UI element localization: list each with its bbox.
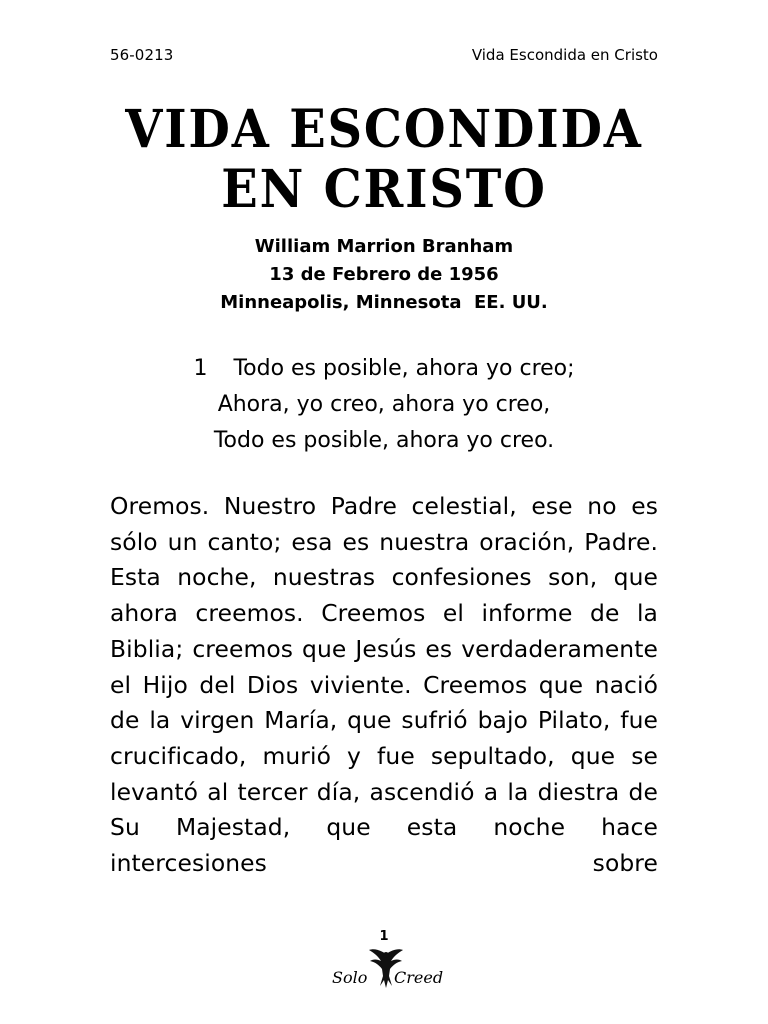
verse-number: 1 [193, 356, 208, 381]
verse-line [110, 351, 658, 387]
verse-line-text: Todo es posible, ahora yo creo; [233, 356, 575, 381]
page-title: VIDA ESCONDIDA EN CRISTO [125, 99, 643, 220]
page-number: 1 [379, 929, 389, 944]
logo-text-left: Solo [332, 968, 368, 987]
verse-line: Todo es posible, ahora yo creo. [213, 428, 555, 453]
running-title: Vida Escondida en Cristo [471, 46, 658, 64]
author-name: William Marrion Branham [254, 236, 514, 257]
logo-text-right: Creed [394, 968, 444, 987]
sermon-date: 13 de Febrero de 1956 [269, 264, 499, 285]
sermon-code: 56-0213 [110, 46, 174, 64]
hymn-verse [110, 351, 658, 459]
sermon-meta [110, 233, 658, 317]
sermon-location: Minneapolis, Minnesota EE. UU. [220, 292, 548, 313]
verse-line: Ahora, yo creo, ahora yo creo, [217, 392, 551, 417]
body-paragraph: Oremos. Nuestro Padre celestial, ese no es sólo un canto; esa es nuestra oración, Padre. Esta noche, nuestras confesiones son, que ahora creemos. Creemos el informe de la Biblia; creemos que Jesús es verdaderamente el Hijo del Dios viviente. Creemos que nació de la virgen María, que sufrió bajo Pilato, fue crucificado, murió y fue sepultado, que se levantó al tercer día, ascendió a la diestra de Su Majestad, que esta noche hace intercesiones sobre [110, 492, 658, 878]
publisher-logo [330, 946, 450, 996]
